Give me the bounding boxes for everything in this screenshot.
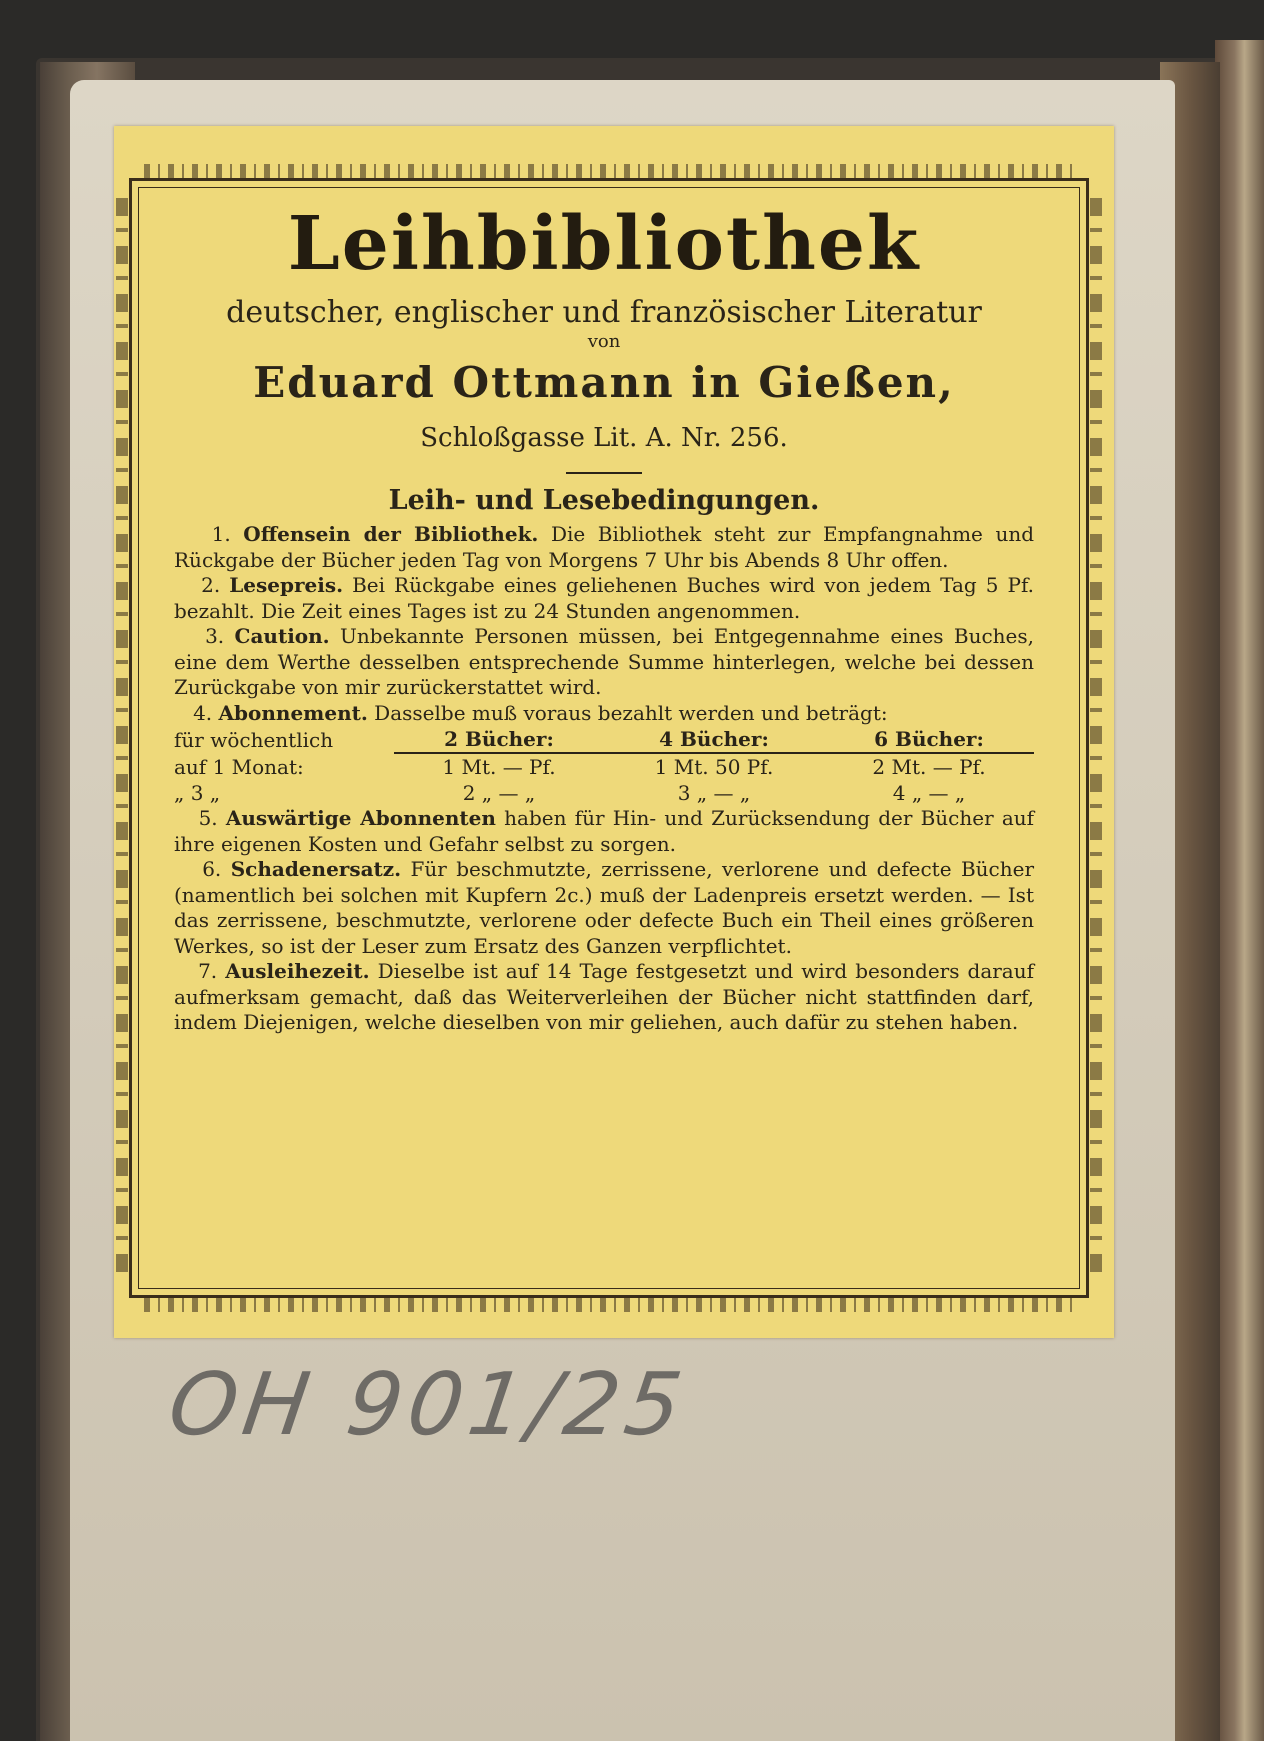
condition-number: 2. — [201, 573, 221, 597]
condition-item — [174, 573, 1034, 624]
condition-number: 5. — [198, 806, 218, 830]
price-table-header — [174, 726, 1034, 753]
condition-item — [174, 857, 1034, 959]
price-cell: 2 „ — „ — [462, 781, 536, 805]
condition-text: haben für Hin- und Zurücksendung der Bücher auf ihre eigenen Kosten und Gefahr selbst zu sorgen. — [174, 806, 1035, 856]
price-header-label: für wöchentlich — [174, 727, 334, 752]
condition-number: 3. — [205, 624, 225, 648]
handwritten-shelfmark: OH 901/25 — [162, 1355, 694, 1455]
price-column-header: 4 Bücher: — [604, 726, 824, 753]
condition-number: 7. — [198, 959, 218, 983]
label-content — [174, 196, 1034, 1036]
condition-heading: Abonnement. — [218, 700, 368, 725]
condition-heading: Ausleihezeit. — [225, 959, 370, 983]
price-cell: 4 „ — „ — [892, 781, 966, 805]
condition-text: Bei Rückgabe eines geliehenen Buches wird von jedem Tag 5 Pf. bezahlt. Die Zeit eines Tages ist zu 24 Stunden angenommen. — [174, 573, 1034, 623]
price-column-header: 2 Bücher: — [394, 726, 604, 753]
label-subtitle: deutscher, englischer und französischer Literatur — [226, 295, 982, 330]
divider-rule — [566, 472, 642, 474]
condition-text: Für beschmutzte, zerrissene, verlorene und defecte Bücher (namentlich bei solchen mit Kupfern 2c.) muß der Ladenpreis ersetzt werden. — Ist das zerrissene, beschmutzte, verlorene oder defecte Buch ein Theil eines größeren Werkes, so ist der Leser zum Ersatz des Ganzen verpflichtet. — [174, 857, 1035, 958]
label-address: Schloßgasse Lit. A. Nr. 256. — [420, 423, 788, 453]
ornament-border-left — [116, 198, 128, 1278]
price-row — [174, 780, 1034, 806]
price-row — [174, 753, 1034, 780]
condition-text: Die Bibliothek steht zur Empfangnahme und Rückgabe der Bücher jeden Tag von Morgens 7 Uhr bis Abends 8 Uhr offen. — [174, 522, 1035, 572]
condition-heading: Lesepreis. — [229, 573, 344, 597]
price-cell: 2 Mt. — Pf. — [872, 755, 986, 779]
condition-item — [174, 624, 1034, 701]
label-von: von — [587, 331, 621, 352]
condition-item — [174, 701, 1034, 727]
price-row-label: auf 1 Monat: — [174, 754, 304, 779]
conditions-title: Leih- und Lesebedingungen. — [388, 485, 820, 516]
condition-heading: Offensein der Bibliothek. — [243, 522, 539, 546]
condition-number: 1. — [211, 522, 231, 546]
condition-heading: Auswärtige Abonnenten — [225, 806, 496, 830]
condition-text: Dasselbe muß voraus bezahlt werden und beträgt: — [374, 700, 888, 725]
ornament-border-bottom — [144, 1298, 1074, 1312]
ornament-border-right — [1090, 198, 1102, 1278]
ornament-border-top — [144, 164, 1074, 178]
price-table — [174, 726, 1034, 806]
label-owner: Eduard Ottmann in Gießen, — [253, 358, 955, 407]
book-page-edge — [1215, 40, 1264, 1741]
price-cell: 3 „ — „ — [677, 781, 751, 805]
price-cell: 1 Mt. — Pf. — [442, 755, 556, 779]
condition-text: Dieselbe ist auf 14 Tage festgesetzt und wird besonders darauf aufmerksam gemacht, daß das Weiterverleihen der Bücher nicht stattfinden darf, indem Diejenigen, welche dieselben von mir geliehen, auch dafür zu stehen haben. — [174, 959, 1035, 1034]
condition-text: Unbekannte Personen müssen, bei Entgegennahme eines Buches, eine dem Werthe desselben entsprechende Summe hinterlegen, welche bei dessen Zurückgabe von mir zurückerstattet wird. — [174, 624, 1035, 699]
condition-heading: Schadenersatz. — [230, 857, 402, 881]
price-row-label: „ 3 „ — [174, 781, 221, 805]
condition-number: 4. — [193, 700, 213, 725]
condition-heading: Caution. — [234, 624, 330, 648]
label-title: Leihbibliothek — [287, 201, 921, 287]
library-label — [114, 126, 1114, 1338]
condition-item — [174, 959, 1034, 1036]
condition-item — [174, 806, 1034, 857]
price-cell: 1 Mt. 50 Pf. — [654, 755, 774, 779]
price-column-header: 6 Bücher: — [824, 726, 1034, 753]
condition-item — [174, 522, 1034, 573]
condition-number: 6. — [202, 857, 222, 881]
